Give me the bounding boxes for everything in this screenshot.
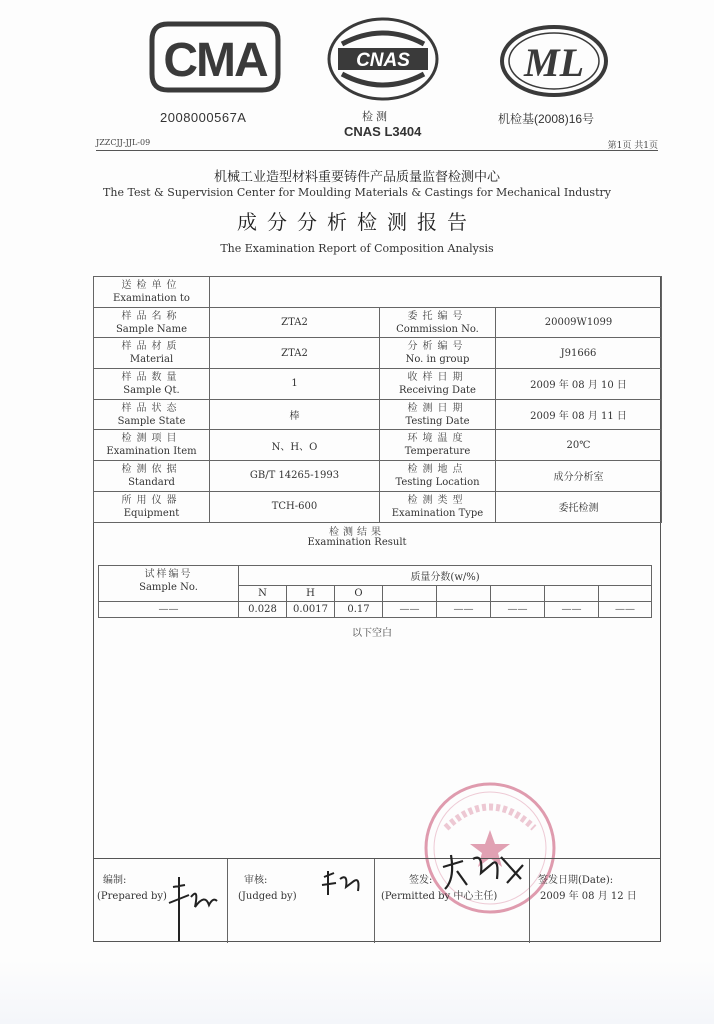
temperature-value: 20℃ [496, 430, 662, 461]
prepared-by-cell [93, 859, 228, 943]
value-o: 0.17 [335, 602, 383, 618]
label-cn: 检测依据 [121, 463, 182, 475]
equipment-value: TCH-600 [210, 491, 380, 522]
sample-name-value: ZTA2 [210, 307, 380, 338]
issue-date-label: 签发日期(Date): [538, 875, 614, 886]
cnas-logo [324, 14, 442, 104]
page-margin [0, 960, 714, 1024]
label-en: No. in group [405, 354, 470, 366]
element-header-o: O [335, 586, 383, 602]
label-cn: 检测项目 [121, 433, 182, 445]
issue-date-value: 2009 年 08 月 12 日 [540, 891, 637, 902]
ml-caption: 机检基(2008)16号 [498, 112, 595, 126]
cnas-mark: CNAS [356, 50, 410, 71]
table-row [99, 566, 652, 586]
material-label [94, 338, 210, 369]
label-en: Sample Qt. [123, 384, 180, 396]
element-header-n: N [239, 586, 287, 602]
label-en: Testing Date [405, 415, 470, 427]
label-cn: 检测日期 [407, 402, 468, 414]
table-row [94, 399, 662, 430]
organization-name-cn: 机械工业造型材料重要铸件产品质量监督检测中心 [213, 170, 500, 185]
sample-no-value: —— [99, 602, 239, 618]
table-row [94, 338, 662, 369]
label-cn: 样品名称 [121, 310, 182, 322]
label-cn: 分析编号 [407, 341, 468, 353]
label-cn: 委托编号 [407, 310, 468, 322]
cma-number: 2008000567A [160, 110, 247, 125]
label-en: Material [129, 354, 174, 366]
receiving-date-label [380, 369, 496, 400]
table-row [99, 602, 652, 618]
label-cn: 试样编号 [144, 569, 193, 580]
testing-location-label [380, 461, 496, 492]
label-cn: 样品状态 [121, 402, 182, 414]
examination-type-value: 委托检测 [496, 491, 662, 522]
label-cn: 收样日期 [407, 371, 468, 383]
page-number: 第1页 共1页 [607, 141, 658, 151]
signature-row [93, 858, 661, 942]
judged-by-cell [228, 859, 375, 943]
empty-cell: —— [599, 602, 652, 618]
testing-location-value: 成分分析室 [496, 461, 662, 492]
table-row [94, 307, 662, 338]
table-row [94, 491, 662, 522]
testing-date-label [380, 399, 496, 430]
empty-cell: —— [491, 602, 545, 618]
cma-mark: CMA [163, 34, 267, 87]
examination-to-value [210, 277, 662, 308]
report-title-cn: 成分分析检测报告 [237, 210, 477, 234]
sample-name-label [94, 307, 210, 338]
material-value: ZTA2 [210, 338, 380, 369]
receiving-date-value: 2009 年 08 月 10 日 [496, 369, 662, 400]
empty-cell: —— [437, 602, 491, 618]
element-header-h: H [287, 586, 335, 602]
sample-qty-label [94, 369, 210, 400]
label-en: Equipment [123, 507, 180, 519]
commission-no-label [380, 307, 496, 338]
document-code: JZZCJJ-JJL-09 [96, 138, 151, 147]
group-no-value: J91666 [496, 338, 662, 369]
organization-name-en: The Test & Supervision Center for Moulding Materials & Castings for Mechanical Industry [103, 186, 611, 199]
prepared-label-en: (Prepared by) [97, 891, 167, 902]
label-en: Testing Location [395, 476, 480, 488]
label-en: Receiving Date [399, 384, 476, 396]
label-en: Sample No. [139, 582, 198, 593]
permitted-signature-icon [437, 849, 527, 893]
equipment-label [94, 491, 210, 522]
label-cn: 送检单位 [121, 279, 182, 291]
table-row [94, 369, 662, 400]
label-cn: 样品数量 [121, 371, 182, 383]
table-row [94, 461, 662, 492]
table-row [94, 277, 662, 308]
label-cn: 环境温度 [407, 433, 468, 445]
label-en: Sample State [117, 415, 186, 427]
permitted-label-cn: 签发: [409, 875, 433, 886]
empty-header [437, 586, 491, 602]
testing-date-value: 2009 年 08 月 11 日 [496, 399, 662, 430]
empty-cell: —— [545, 602, 599, 618]
table-row [94, 430, 662, 461]
sample-state-value: 棒 [210, 399, 380, 430]
label-en: Examination Item [106, 446, 197, 458]
header-rule [96, 150, 658, 151]
standard-value: GB/T 14265-1993 [210, 461, 380, 492]
result-table [98, 565, 652, 618]
empty-header [599, 586, 652, 602]
group-no-label [380, 338, 496, 369]
examination-type-label [380, 491, 496, 522]
result-title-cn: 检测结果 [329, 527, 385, 538]
examination-to-label [94, 277, 210, 308]
examination-item-value: N、H、O [210, 430, 380, 461]
label-en: Examination to [113, 292, 190, 304]
empty-header [383, 586, 437, 602]
sample-no-header [99, 566, 239, 602]
issue-date-cell [530, 859, 661, 943]
label-en: Standard [128, 476, 175, 488]
label-cn: 检测地点 [407, 463, 468, 475]
permitted-by-cell [375, 859, 530, 943]
temperature-label [380, 430, 496, 461]
value-h: 0.0017 [287, 602, 335, 618]
label-en: Examination Type [391, 507, 484, 519]
label-cn: 所用仪器 [121, 494, 182, 506]
label-en: Temperature [404, 446, 471, 458]
judged-label-cn: 审核: [244, 875, 268, 886]
report-title-en: The Examination Report of Composition Analysis [220, 242, 494, 255]
standard-label [94, 461, 210, 492]
cnas-caption: 检 测 [362, 111, 388, 123]
empty-cell: —— [383, 602, 437, 618]
cma-logo [148, 18, 282, 96]
judged-signature-icon [320, 869, 364, 899]
label-en: Sample Name [115, 323, 188, 335]
empty-header [545, 586, 599, 602]
cnas-number: CNAS L3404 [344, 124, 422, 139]
prepared-label-cn: 编制: [103, 875, 127, 886]
label-cn: 检测类型 [407, 494, 468, 506]
ml-mark: ML [524, 40, 584, 85]
sample-info-table [93, 276, 662, 523]
prepared-signature-icon [165, 867, 221, 943]
sample-state-label [94, 399, 210, 430]
permitted-label-en: (Permitted by 中心主任) [381, 891, 498, 902]
judged-label-en: (Judged by) [238, 891, 297, 902]
result-title-en: Examination Result [307, 537, 407, 548]
label-en: Commission No. [396, 323, 479, 335]
value-n: 0.028 [239, 602, 287, 618]
commission-no-value: 20009W1099 [496, 307, 662, 338]
empty-header [491, 586, 545, 602]
content-header: 质量分数(w/%) [239, 566, 652, 586]
sample-qty-value: 1 [210, 369, 380, 400]
label-cn: 样品材质 [121, 341, 182, 353]
blank-below-note: 以下空白 [352, 628, 392, 639]
ml-logo [498, 22, 610, 100]
examination-item-label [94, 430, 210, 461]
